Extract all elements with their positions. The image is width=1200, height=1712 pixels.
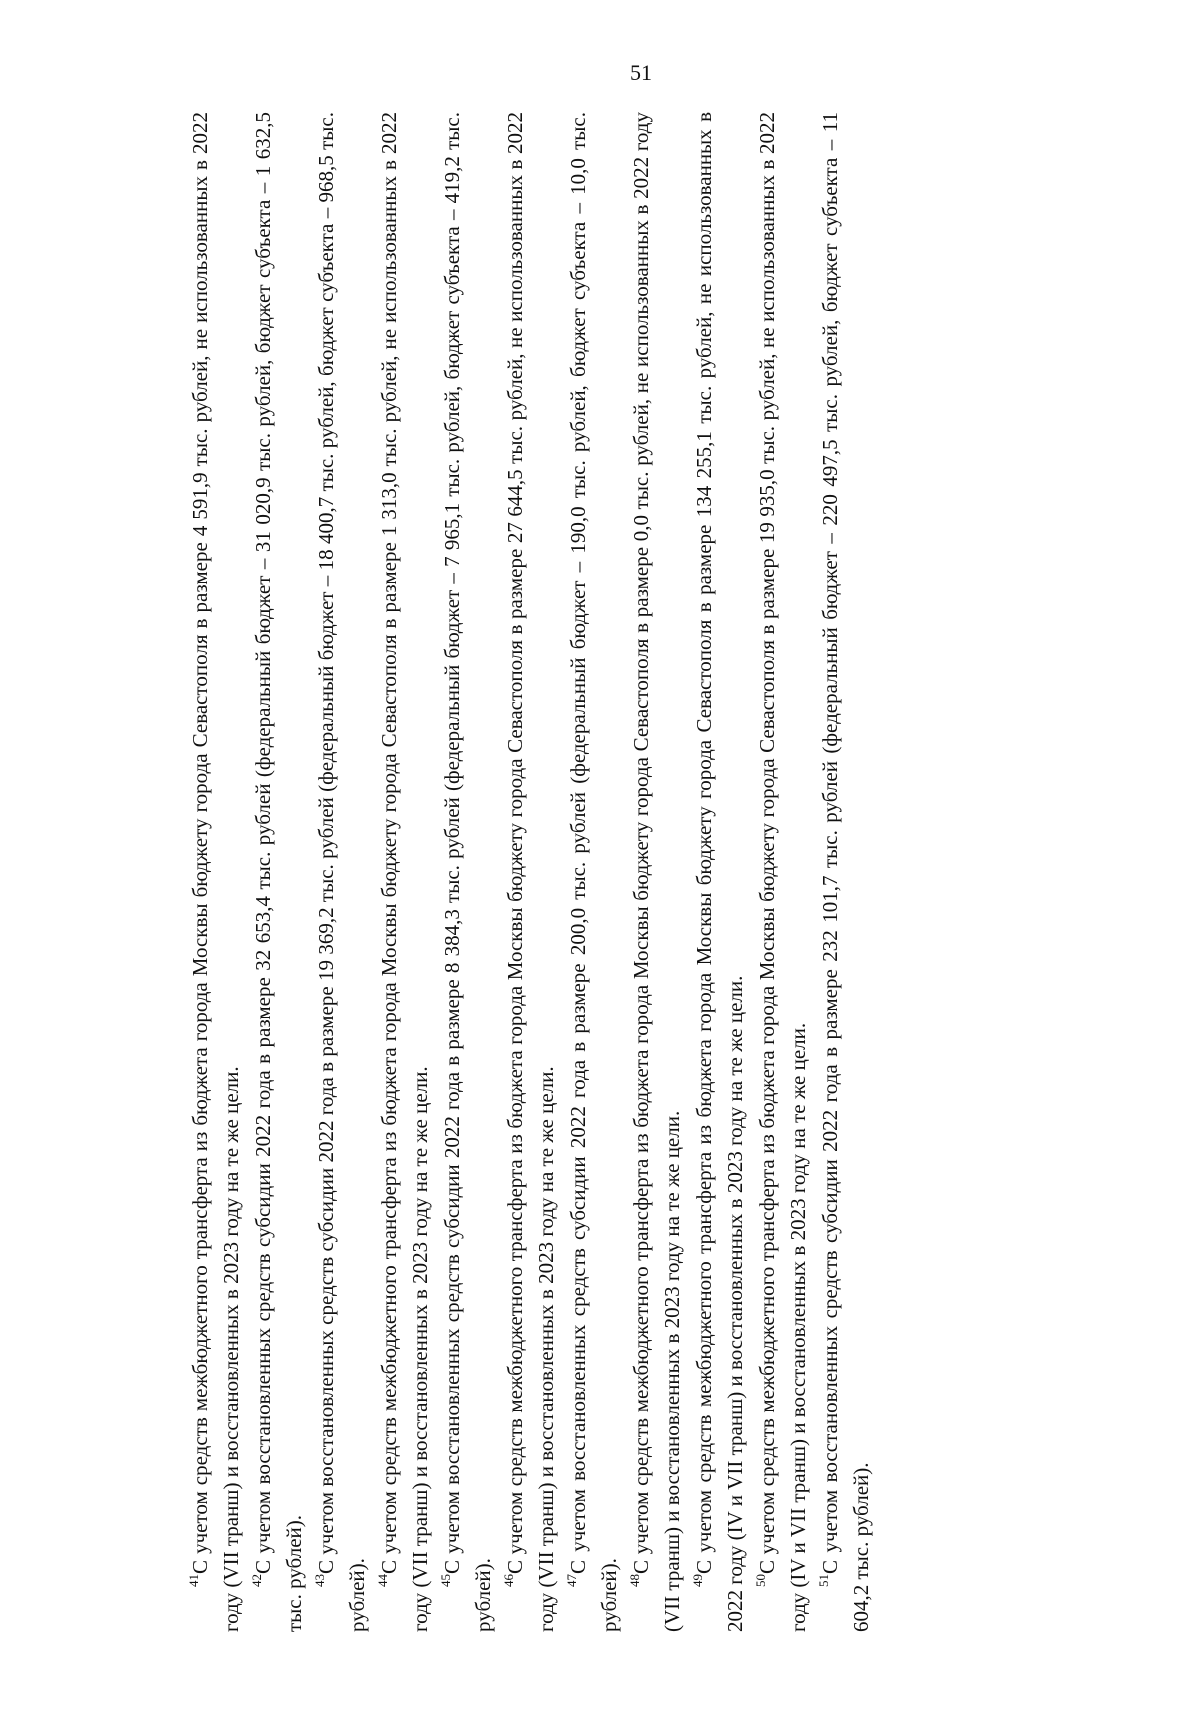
footnote bbox=[437, 112, 498, 1632]
footnote-text: С учетом средств межбюджетного трансферта из бюджета города Москвы бюджету города Севастополя в размере 4 591,9 тыс. рублей, не использованных в 2022 году (VII транш) и восстановленных в 2023 году на те же цели. bbox=[188, 112, 243, 1632]
footnote-text: С учетом средств межбюджетного трансферта из бюджета города Москвы бюджету города Севастополя в размере 0,0 тыс. рублей, не использованных в 2022 году (VII транш) и восстановленных в 2023 году на те же цели. bbox=[629, 112, 684, 1632]
footnote-number: 49 bbox=[690, 1574, 705, 1587]
footnote bbox=[311, 112, 372, 1632]
page-number: 51 bbox=[630, 60, 652, 85]
footnote-text: С учетом средств межбюджетного трансферта из бюджета города Москвы бюджету города Севастополя в размере 27 644,5 тыс. рублей, не использованных в 2022 году (VII транш) и восстановленных в 2023 году на те же цели. bbox=[503, 112, 558, 1632]
footnote-number: 48 bbox=[627, 1574, 642, 1587]
footnote bbox=[500, 112, 561, 1632]
footnote-text: С учетом средств межбюджетного трансферта из бюджета города Москвы бюджету города Севастополя в размере 134 255,1 тыс. рублей, не использованных в 2022 году (IV и VII транш) и восстановленных в 2023 году на те же цели. bbox=[692, 112, 747, 1632]
footnote bbox=[374, 112, 435, 1632]
footnote-text: С учетом средств межбюджетного трансферта из бюджета города Москвы бюджету города Севастополя в размере 1 313,0 тыс. рублей, не использованных в 2022 году (VII транш) и восстановленных в 2023 году на те же цели. bbox=[377, 112, 432, 1632]
footnote-number: 47 bbox=[564, 1574, 579, 1587]
footnote bbox=[752, 112, 813, 1632]
footnotes-block bbox=[185, 112, 878, 1632]
footnote bbox=[815, 112, 876, 1632]
footnote bbox=[248, 112, 309, 1632]
footnote bbox=[626, 112, 687, 1632]
footnote-number: 42 bbox=[249, 1574, 264, 1587]
footnote-text: С учетом восстановленных средств субсидии 2022 года в размере 32 653,4 тыс. рублей (федеральный бюджет – 31 020,9 тыс. рублей, бюджет субъекта – 1 632,5 тыс. рублей). bbox=[251, 112, 306, 1632]
footnote-text: С учетом восстановленных средств субсидии 2022 года в размере 8 384,3 тыс. рублей (федеральный бюджет – 7 965,1 тыс. рублей, бюджет субъекта – 419,2 тыс. рублей). bbox=[440, 112, 495, 1632]
footnote-text: С учетом средств межбюджетного трансферта из бюджета города Москвы бюджету города Севастополя в размере 19 935,0 тыс. рублей, не использованных в 2022 году (IV и VII транш) и восстановленных в 2023 году на те же цели. bbox=[755, 112, 810, 1632]
footnote-number: 44 bbox=[375, 1574, 390, 1587]
footnote bbox=[563, 112, 624, 1632]
footnote-number: 46 bbox=[501, 1574, 516, 1587]
footnote-number: 51 bbox=[816, 1574, 831, 1587]
footnote-number: 50 bbox=[753, 1574, 768, 1587]
footnote-text: С учетом восстановленных средств субсидии 2022 года в размере 19 369,2 тыс. рублей (федеральный бюджет – 18 400,7 тыс. рублей, бюджет субъекта – 968,5 тыс. рублей). bbox=[314, 112, 369, 1632]
footnote-number: 43 bbox=[312, 1574, 327, 1587]
footnote bbox=[689, 112, 750, 1632]
footnote bbox=[185, 112, 246, 1632]
footnote-text: С учетом восстановленных средств субсидии 2022 года в размере 232 101,7 тыс. рублей (федеральный бюджет – 220 497,5 тыс. рублей, бюджет субъекта – 11 604,2 тыс. рублей). bbox=[818, 112, 873, 1632]
footnote-text: С учетом восстановленных средств субсидии 2022 года в размере 200,0 тыс. рублей (федеральный бюджет – 190,0 тыс. рублей, бюджет субъекта – 10,0 тыс. рублей). bbox=[566, 112, 621, 1632]
footnote-number: 45 bbox=[438, 1574, 453, 1587]
footnote-number: 41 bbox=[186, 1574, 201, 1587]
